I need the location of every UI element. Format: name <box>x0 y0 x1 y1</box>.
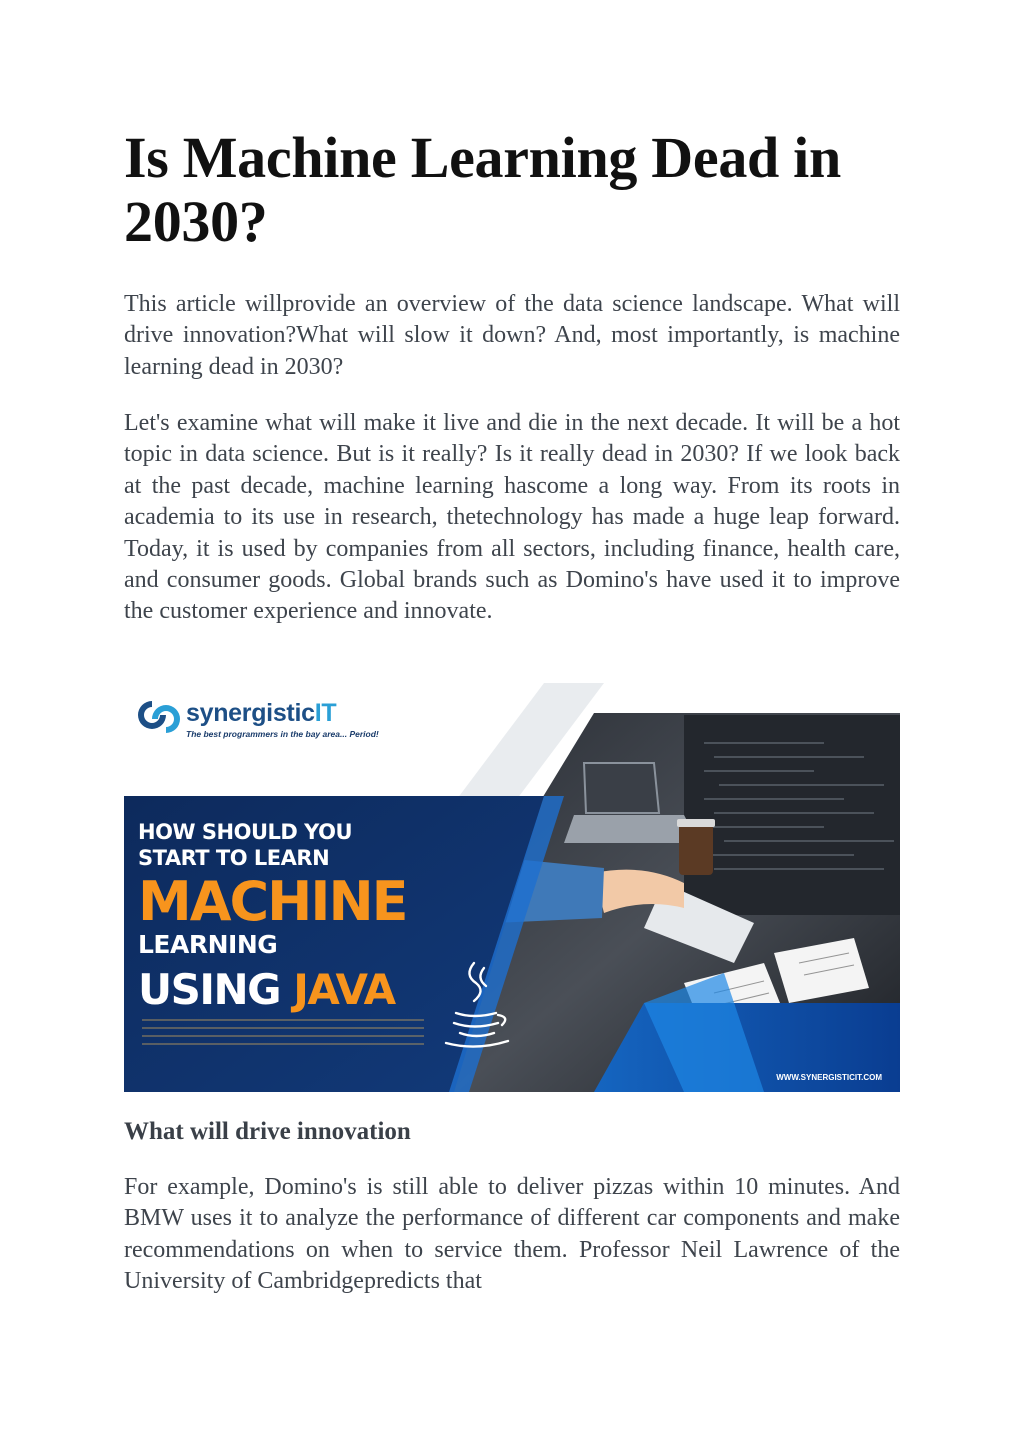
logo-tagline: The best programmers in the bay area... Period! <box>186 729 379 739</box>
section-heading: What will drive innovation <box>124 1118 411 1145</box>
section-paragraph: For example, Domino's is still able to deliver pizzas within 10 minutes. And BMW uses it to analyze the performance of different car components and make recommendations on when to service them. Professor Neil Lawrence of the University of Cambridgepredicts that <box>124 1174 900 1295</box>
intro-paragraph: This article willprovide an overview of the data science landscape. What will drive innovation?What will slow it down? And, most importantly, is machine learning dead in 2030? <box>124 291 900 380</box>
banner-java: JAVA <box>293 965 395 1014</box>
body-paragraph: Let's examine what will make it live and die in the next decade. It will be a hot topic in data science. But is it really? Is it really dead in 2030? If we look back at the past decade, machine learning hascome a long way. From its roots in academia to its use in research, thetechnology has made a huge leap forward. Today, it is used by companies from all sectors, including finance, health care, and consumer goods. Global brands such as Domino's have used it to improve the customer experience and innovate. <box>124 410 900 625</box>
article-title: Is Machine Learning Dead in 2030? <box>124 125 841 254</box>
logo-name-main: synergistic <box>186 699 315 727</box>
banner-line-3: MACHINE <box>138 870 407 933</box>
banner-line-4: LEARNING <box>138 930 278 959</box>
synergisticit-logo <box>136 695 379 743</box>
banner-line-5 <box>138 965 395 1015</box>
banner-using: USING <box>138 965 294 1014</box>
banner-url: WWW.SYNERGISTICIT.COM <box>776 1073 882 1082</box>
banner-line-2: START TO LEARN <box>138 846 330 870</box>
logo-name-suffix: IT <box>314 699 337 727</box>
logo-wordmark <box>186 699 336 728</box>
promo-banner-image <box>124 683 900 1092</box>
banner-line-1: HOW SHOULD YOU <box>138 820 352 844</box>
